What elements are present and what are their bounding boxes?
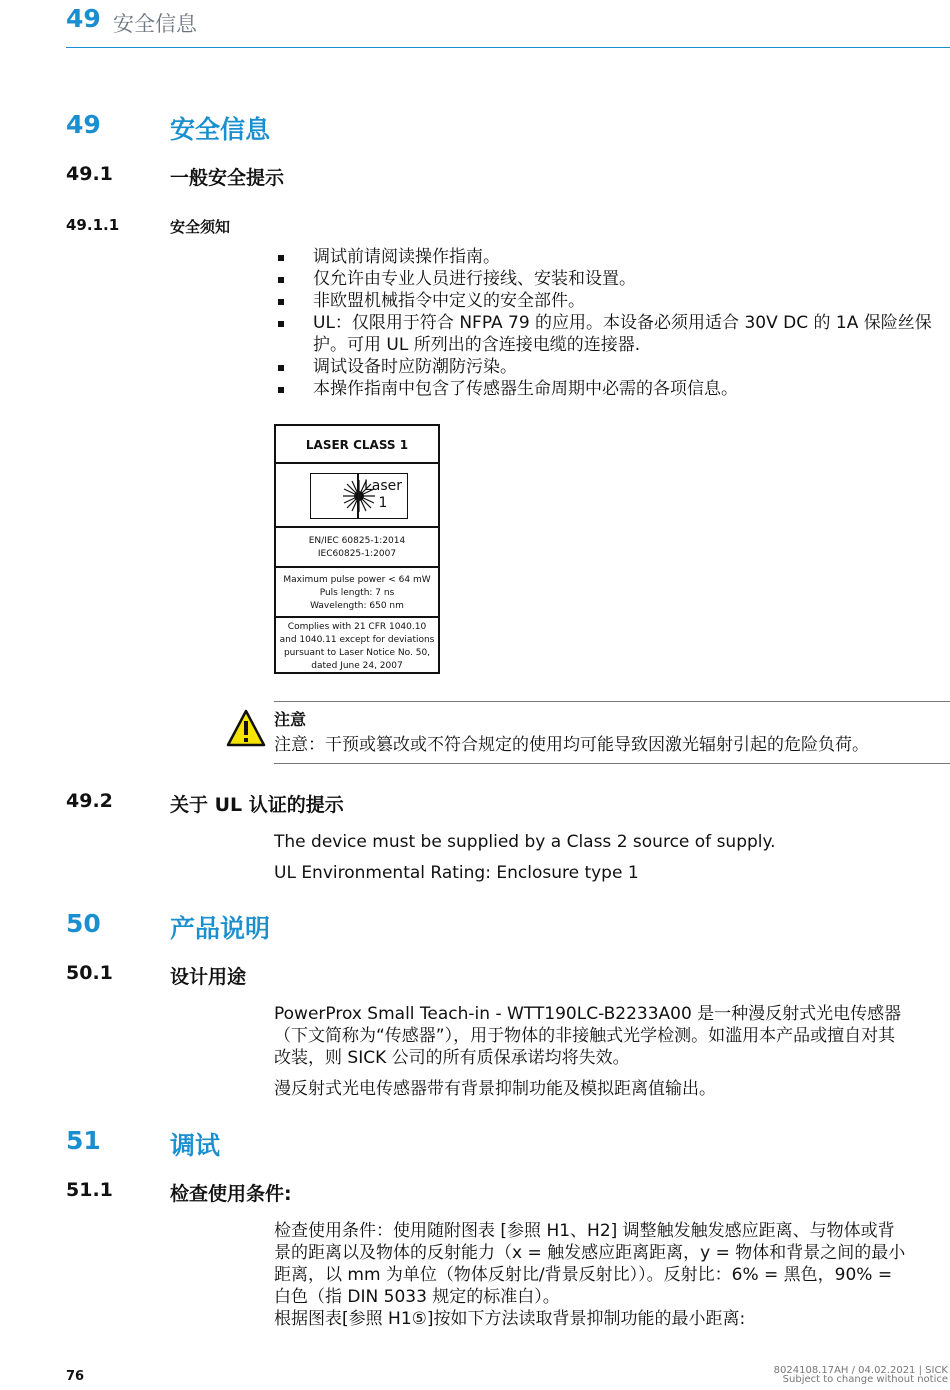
footer-note: Subject to change without notice: [782, 1374, 948, 1385]
laser-label-title: LASER CLASS 1: [305, 438, 409, 452]
intended-use-line: （下文简称为“传感器”），用于物体的非接触式光学检测。如滥用本产品或擅自对其: [274, 1026, 896, 1046]
section-51-number: 51: [66, 1126, 101, 1155]
warning-triangle-icon: [226, 709, 266, 747]
spec-line: Wavelength: 650 nm: [310, 601, 404, 611]
section-49-2-title: 关于 UL 认证的提示: [170, 794, 344, 816]
section-49-title: 安全信息: [170, 115, 271, 144]
compliance-line: and 1040.11 except for deviations: [279, 635, 435, 645]
bullet-item: 非欧盟机械指令中定义的安全部件。: [274, 290, 950, 312]
check-conditions-line: 景的距离以及物体的反射能力（x = 触发感应距离距离，y = 物体和背景之间的最小: [274, 1243, 906, 1263]
check-conditions-line: 距离，以 mm 为单位（物体反射比/背景反射比））。反射比：6% = 黑色，90% =: [274, 1265, 893, 1285]
check-conditions-line: 白色（指 DIN 5033 规定的标准白）。: [274, 1287, 560, 1307]
intended-use-line: 改装，则 SICK 公司的所有质保承诺均将失效。: [274, 1048, 630, 1068]
bullet-item: 仅允许由专业人员进行接线、安装和设置。: [274, 268, 950, 290]
spec-line: Maximum pulse power < 64 mW: [283, 575, 431, 585]
ul-paragraph: UL Environmental Rating: Enclosure type 1: [274, 863, 639, 883]
laser-label-specs: [276, 568, 438, 618]
notice-bottom-rule: [274, 763, 950, 764]
notice-title: 注意: [274, 710, 307, 729]
laser-icon-text: Laser: [363, 478, 403, 494]
section-49-2-number: 49.2: [66, 790, 113, 812]
bullet-item: 本操作指南中包含了传感器生命周期中必需的各项信息。: [274, 378, 950, 400]
notice-top-rule: [274, 701, 950, 702]
notice-text: 注意：干预或篡改或不符合规定的使用均可能导致因激光辐射引起的危险负荷。: [274, 735, 869, 755]
spec-line: Puls length: 7 ns: [319, 588, 395, 598]
section-50-1-title: 设计用途: [170, 966, 247, 988]
compliance-line: Complies with 21 CFR 1040.10: [287, 622, 427, 632]
compliance-line: pursuant to Laser Notice No. 50,: [283, 648, 431, 658]
section-51-title: 调试: [170, 1131, 221, 1160]
check-conditions-line: 检查使用条件：使用随附图表 [参照 H1、H2] 调整触发触发感应距离、与物体或背: [274, 1221, 895, 1241]
header-rule: [66, 47, 950, 48]
section-49-number: 49: [66, 110, 101, 139]
standard-line: IEC60825-1:2007: [317, 549, 397, 559]
bullet-item: 调试前请阅读操作指南。: [274, 246, 950, 268]
standard-line: EN/IEC 60825-1:2014: [308, 536, 406, 546]
section-49-1-title: 一般安全提示: [170, 167, 285, 189]
safety-bullet-list: [274, 246, 950, 400]
laser-label-icon-section: [276, 464, 438, 528]
laser-label-standards: [276, 528, 438, 568]
section-50-title: 产品说明: [170, 914, 271, 943]
laser-warning-symbol: [310, 473, 408, 519]
laser-icon-class: 1: [378, 495, 388, 511]
section-51-1-number: 51.1: [66, 1179, 113, 1201]
section-49-1-number: 49.1: [66, 163, 113, 185]
page-number: 76: [66, 1369, 85, 1384]
section-49-1-1-number: 49.1.1: [66, 216, 120, 234]
section-51-1-title: 检查使用条件:: [170, 1183, 292, 1205]
compliance-line: dated June 24, 2007: [311, 661, 403, 671]
footer-doc-ref: 8024108.17AH / 04.02.2021 | SICK: [773, 1365, 948, 1376]
header-chapter-number: 49: [66, 4, 101, 33]
section-50-number: 50: [66, 909, 101, 938]
header-chapter-title: 安全信息: [113, 12, 197, 36]
intended-use-line: PowerProx Small Teach-in - WTT190LC-B2233A00 是一种漫反射式光电传感器: [274, 1004, 902, 1024]
check-conditions-line: 根据图表[参照 H1⑤]按如下方法读取背景抑制功能的最小距离:: [274, 1309, 746, 1329]
ul-paragraph: The device must be supplied by a Class 2 source of supply.: [274, 832, 776, 852]
bullet-item: UL：仅限用于符合 NFPA 79 的应用。本设备必须用适合 30V DC 的 1A 保险丝保护。可用 UL 所列出的含连接电缆的连接器.: [274, 312, 950, 356]
laser-label-compliance: [276, 618, 438, 674]
section-49-1-1-title: 安全须知: [170, 218, 231, 236]
intended-use-paragraph: 漫反射式光电传感器带有背景抑制功能及模拟距离值输出。: [274, 1079, 716, 1099]
laser-class-label: [274, 424, 440, 674]
section-50-1-number: 50.1: [66, 962, 113, 984]
bullet-item: 调试设备时应防潮防污染。: [274, 356, 950, 378]
